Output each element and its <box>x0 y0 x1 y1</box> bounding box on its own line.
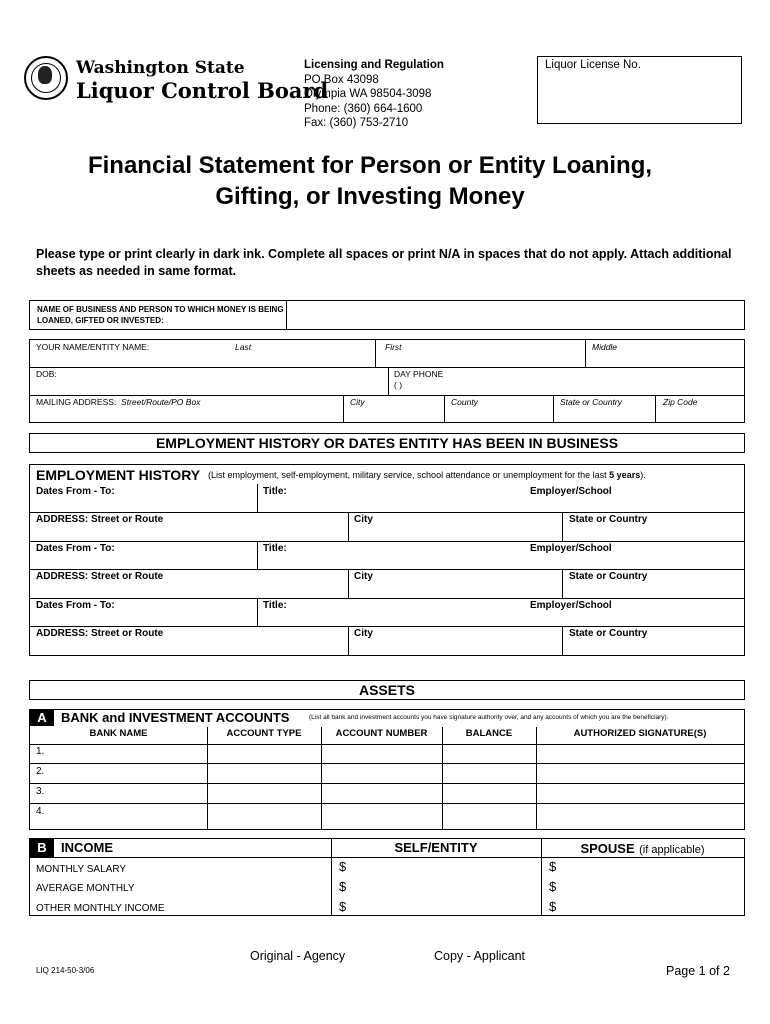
divider <box>655 395 656 423</box>
divider <box>30 857 744 858</box>
dates-label: Dates From - To: <box>36 543 115 554</box>
agency-city: Olympia WA 98504-3098 <box>304 88 432 100</box>
dob-label: DOB: <box>36 369 57 379</box>
business-name-field[interactable] <box>29 300 745 330</box>
section-a-note: (List all bank and investment accounts you have signature authority over, and any accounts of which you are the beneficiary). <box>309 714 669 721</box>
city-label: City <box>350 397 365 407</box>
divider <box>30 367 744 368</box>
agency-address <box>304 58 444 131</box>
dollar-sign: $ <box>339 859 347 874</box>
footer-original: Original - Agency <box>250 949 346 963</box>
title-label: Title: <box>263 486 287 497</box>
divider <box>331 839 332 915</box>
zip-label: Zip Code <box>663 397 698 407</box>
income-row-label: OTHER MONTHLY INCOME <box>36 903 165 914</box>
state-label: State or Country <box>569 571 648 582</box>
section-b-title: INCOME <box>61 840 113 855</box>
divider <box>257 541 258 569</box>
county-label: County <box>451 397 478 407</box>
title-line2: Gifting, or Investing Money <box>215 183 525 210</box>
divider <box>562 626 563 656</box>
divider <box>207 727 208 829</box>
dates-label: Dates From - To: <box>36 486 115 497</box>
divider <box>30 395 744 396</box>
divider <box>375 340 376 367</box>
dollar-sign: $ <box>549 879 557 894</box>
divider <box>562 512 563 541</box>
employment-history-title: EMPLOYMENT HISTORY <box>36 467 201 483</box>
section-a-title: BANK and INVESTMENT ACCOUNTS <box>61 710 290 725</box>
divider <box>553 395 554 423</box>
title-label: Title: <box>263 600 287 611</box>
divider <box>30 541 744 542</box>
divider <box>30 803 744 804</box>
state-label: State or Country <box>569 628 648 639</box>
instructions: Please type or print clearly in dark ink. Complete all spaces or print N/A in spaces that do not apply. Attach additional sheets as needed in same format. <box>36 247 732 278</box>
dollar-sign: $ <box>549 859 557 874</box>
license-label: Liquor License No. <box>545 59 641 71</box>
divider <box>348 569 349 598</box>
employment-section-header <box>29 433 745 453</box>
address-label: ADDRESS: Street or Route <box>36 628 164 639</box>
employer-label: Employer/School <box>530 543 612 554</box>
divider <box>536 727 537 829</box>
col-authorized-signatures: AUTHORIZED SIGNATURE(S) <box>573 728 707 739</box>
name-label: YOUR NAME/ENTITY NAME: <box>36 342 150 352</box>
bank-accounts-table <box>29 709 745 830</box>
agency-fax: Fax: (360) 753-2710 <box>304 117 409 129</box>
employment-note-years: 5 years <box>609 470 641 480</box>
col-balance: BALANCE <box>465 728 513 739</box>
section-b-tag: B <box>30 839 54 857</box>
city-label: City <box>354 628 373 639</box>
divider <box>388 367 389 395</box>
title-label: Title: <box>263 543 287 554</box>
mailing-label <box>36 397 200 407</box>
logo-line1: Washington State <box>76 58 245 78</box>
form-number: LIQ 214-50-3/06 <box>36 966 95 975</box>
title-line1: Financial Statement for Person or Entity Loaning, <box>87 152 653 179</box>
agency-phone: Phone: (360) 664-1600 <box>304 102 423 115</box>
divider <box>30 569 744 570</box>
employment-note-post: ). <box>640 470 646 480</box>
divider <box>562 569 563 598</box>
spouse-header <box>541 840 744 858</box>
divider <box>541 839 542 915</box>
dollar-sign: $ <box>549 899 557 914</box>
assets-section-header <box>29 680 745 700</box>
spouse-note: (if applicable) <box>639 844 705 856</box>
col-account-type: ACCOUNT TYPE <box>226 728 302 739</box>
seal-logo-icon <box>24 56 68 100</box>
license-number-field[interactable] <box>537 56 742 124</box>
col-bank-name: BANK NAME <box>89 728 148 739</box>
employer-label: Employer/School <box>530 600 612 611</box>
dates-label: Dates From - To: <box>36 600 115 611</box>
divider <box>348 512 349 541</box>
page-number: Page 1 of 2 <box>666 964 730 978</box>
logo-line2: Liquor Control Board <box>76 78 329 103</box>
seal-portrait <box>38 66 52 84</box>
row-number: 4. <box>36 806 45 817</box>
section-a-tag: A <box>30 710 54 726</box>
row-number: 3. <box>36 786 45 797</box>
last-name-label: Last <box>235 342 252 352</box>
dollar-sign: $ <box>339 899 347 914</box>
spouse-label: SPOUSE <box>580 841 635 856</box>
divider <box>286 301 287 329</box>
col-account-number: ACCOUNT NUMBER <box>335 728 428 739</box>
employment-section-title: EMPLOYMENT HISTORY OR DATES ENTITY HAS BEEN IN BUSINESS <box>155 435 619 451</box>
mailing-address-label: MAILING ADDRESS: <box>36 397 117 407</box>
city-label: City <box>354 571 373 582</box>
city-label: City <box>354 514 373 525</box>
divider <box>30 598 744 599</box>
address-label: ADDRESS: Street or Route <box>36 514 164 525</box>
footer-copy: Copy - Applicant <box>434 949 526 963</box>
income-row-label: MONTHLY SALARY <box>36 864 127 875</box>
dollar-sign: $ <box>339 879 347 894</box>
divider <box>30 763 744 764</box>
divider <box>343 395 344 423</box>
self-entity-header: SELF/ENTITY <box>394 840 478 855</box>
business-label: NAME OF BUSINESS AND PERSON TO WHICH MONEY IS BEING LOANED, GIFTED OR INVESTED: <box>37 305 284 325</box>
middle-name-label: Middle <box>592 342 618 352</box>
po-box: PO Box 43098 <box>304 73 379 86</box>
divider <box>348 626 349 656</box>
state-label: State or Country <box>569 514 648 525</box>
row-number: 1. <box>36 746 45 757</box>
employment-history-table <box>29 464 745 656</box>
divider <box>257 598 258 626</box>
day-phone-label: DAY PHONE <box>394 369 444 379</box>
divider <box>30 512 744 513</box>
address-label: ADDRESS: Street or Route <box>36 571 164 582</box>
employment-note <box>208 470 646 480</box>
divider <box>30 744 744 745</box>
assets-title: ASSETS <box>358 682 415 698</box>
state-label: State or Country <box>560 397 622 407</box>
employer-label: Employer/School <box>530 486 612 497</box>
divider <box>30 626 744 627</box>
phone-area-code: ( ) <box>394 380 403 390</box>
divider <box>321 727 322 829</box>
divider <box>444 395 445 423</box>
agency-name: Licensing and Regulation <box>304 59 444 71</box>
divider <box>30 783 744 784</box>
page-title <box>0 150 740 212</box>
income-table <box>29 838 745 916</box>
income-row-label: AVERAGE MONTHLY <box>36 883 135 894</box>
divider <box>442 727 443 829</box>
first-name-label: First <box>385 342 402 352</box>
divider <box>257 484 258 512</box>
divider <box>585 340 586 367</box>
employment-note-pre: (List employment, self-employment, military service, school attendance or unemployment for the last <box>208 470 610 480</box>
row-number: 2. <box>36 766 45 777</box>
mailing-hint: Street/Route/PO Box <box>121 397 201 407</box>
applicant-info <box>29 339 745 423</box>
